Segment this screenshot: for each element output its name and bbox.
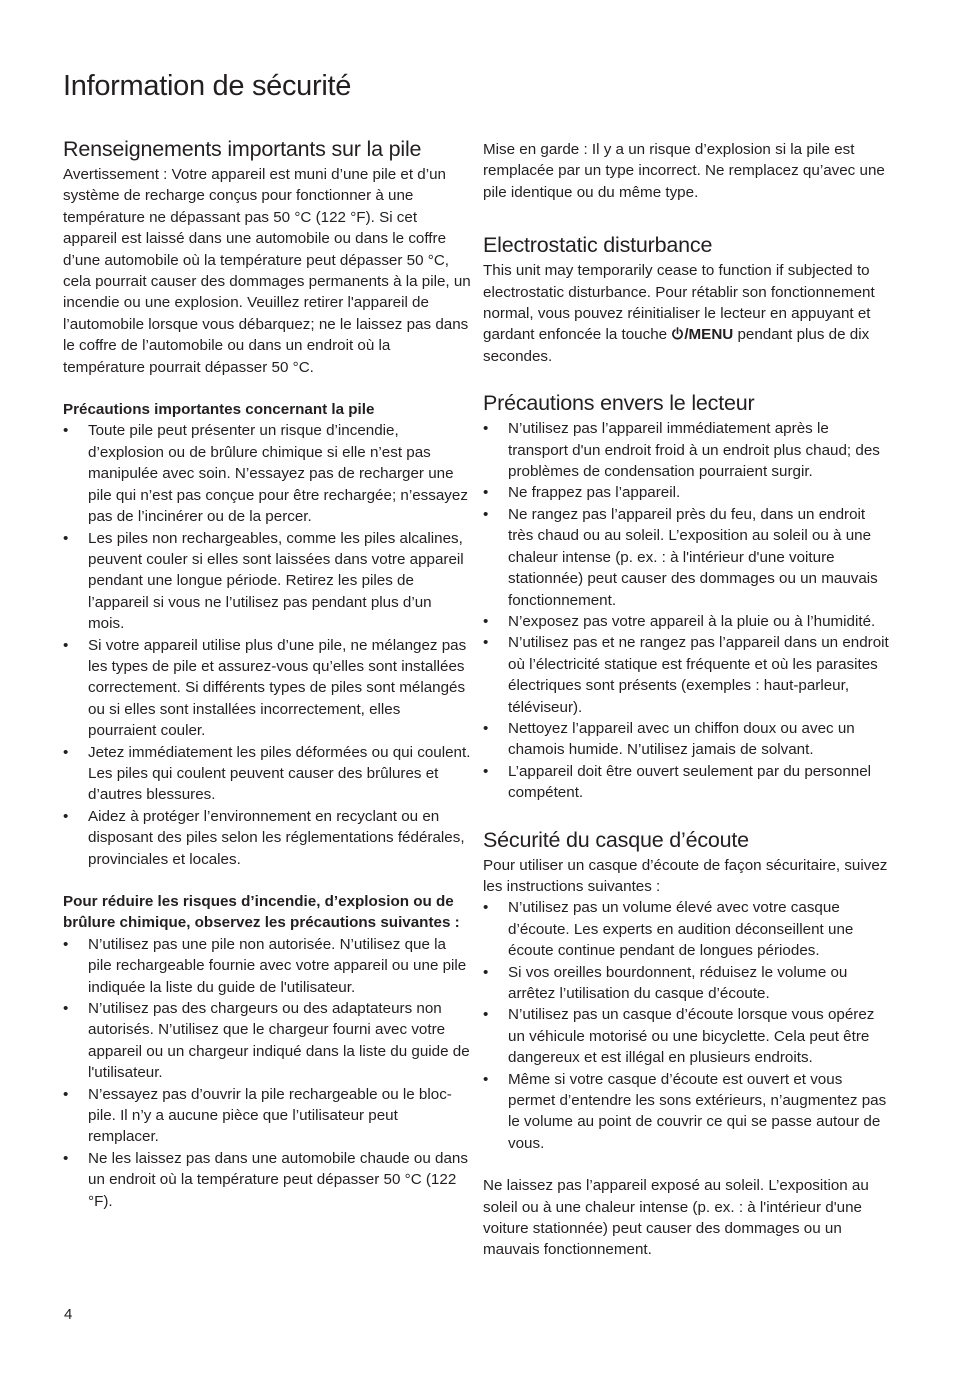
list-item: • Si vos oreilles bourdonnent, réduisez le volume ou arrêtez l’utilisation du casque d’écoute. (483, 963, 848, 1002)
list-item: • N’utilisez pas des chargeurs ou des adaptateurs non autorisés. N’utilisez que le chargeur fourni avec votre appareil ou un chargeur indiqué dans la liste du guide de l'utilisateur. (63, 1000, 470, 1082)
player-precautions-heading: Précautions envers le lecteur (483, 391, 755, 416)
list-item: • Les piles non rechargeables, comme les piles alcalines, peuvent couler si elles sont laissées dans votre appareil pendant une longue période. Retirez les piles de l’appareil si vous ne l’utilisez pas pendant plus d’un mois. (63, 529, 464, 633)
list-item: • N’utilisez pas un volume élevé avec votre casque d’écoute. Les experts en audition déconseillent une écoute continue pendant de longues périodes. (483, 899, 854, 960)
list-item: • Ne frappez pas l’appareil. (483, 482, 891, 503)
list-item: • Toute pile peut présenter un risque d’incendie, d’explosion ou de brûlure chimique si elle n’est pas manipulée avec soin. N’essayez pas de recharger une pile qui n’est pas conçue pour être rechargée; n’essayez pas de l’incinérer ou de la percer. (63, 422, 468, 526)
list-item: • N’utilisez pas un casque d’écoute lorsque vous opérez un véhicule motorisé ou une bicyclette. Cela peut être dangereux et est illégal en plusieurs endroits. (483, 1006, 875, 1067)
reduce-risk-list (63, 934, 471, 1212)
list-item: • Aidez à protéger l’environnement en recyclant ou en disposant des piles selon les réglementations fédérales, provinciales et locales. (63, 807, 465, 868)
bullet-icon: • (483, 634, 489, 652)
bullet-icon: • (483, 719, 489, 737)
power-menu-button: /MENU (671, 326, 733, 343)
list-item: • Même si votre casque d’écoute est ouvert et vous permet d’entendre les sons extérieurs, n’augmentez pas le volume au point de couvrir ce qui se passe autour de vous. (483, 1070, 887, 1152)
bullet-icon: • (63, 743, 69, 761)
bullet-icon: • (483, 762, 489, 780)
bullet-icon: • (63, 807, 69, 825)
list-item: • N’utilisez pas et ne rangez pas l’appareil dans un endroit où l’électricité statique est fréquente et où les parasites électriques sont présents (exemples : haut-parleur, téléviseur). (483, 634, 889, 716)
bullet-icon: • (483, 484, 489, 502)
page-title: Information de sécurité (63, 70, 352, 102)
right-column (483, 134, 891, 1261)
caution-text: Mise en garde : Il y a un risque d’explosion si la pile est remplacée par un type incorrect. Ne remplacez qu’avec une pile identique ou du même type. (483, 141, 885, 201)
list-item: • N’essayez pas d’ouvrir la pile rechargeable ou le bloc-pile. Il n’y a aucune pièce que l’utilisateur peut remplacer. (63, 1085, 452, 1146)
bullet-icon: • (63, 1000, 69, 1018)
bullet-icon: • (483, 612, 489, 630)
battery-precautions-heading: Précautions importantes concernant la pile (63, 401, 375, 419)
bullet-icon: • (63, 636, 69, 654)
battery-warning: Avertissement : Votre appareil est muni d’une pile et d’un système de recharge conçus pour fonctionner à une température ne dépassant pas 50 °C (122 °F). Si cet appareil est laissé dans une automobile ou dans le coffre d’une automobile où la température peut dépasser 50 °C, cela pourrait causer des dommages permanents à la pile, un incendie ou une explosion. Veuillez retirer l'appareil de l’automobile lorsque vous débarquez; ne le laissez pas dans le coffre de l’automobile ou dans un endroit où la température pourrait dépasser 50 °C. (63, 166, 471, 376)
bullet-icon: • (63, 529, 69, 547)
headphones-intro: Pour utiliser un casque d’écoute de façon sécuritaire, suivez les instructions suivantes : (483, 856, 888, 895)
list-item: • Jetez immédiatement les piles déformées ou qui coulent. Les piles qui coulent peuvent causer des brûlures et d’autres blessures. (63, 743, 471, 804)
sun-exposure-note: Ne laissez pas l’appareil exposé au soleil. L’exposition au soleil ou à une chaleur intense (p. ex. : à l'intérieur d'une voiture stationnée) peut causer des dommages ou un mauvais fonctionnement. (483, 1177, 869, 1259)
left-column (63, 134, 471, 1212)
bullet-icon: • (63, 1085, 69, 1103)
page-number: 4 (64, 1306, 73, 1323)
headphones-list (483, 897, 891, 1154)
bullet-icon: • (483, 899, 489, 917)
bullet-icon: • (63, 935, 69, 953)
battery-precautions-list (63, 420, 471, 870)
list-item: • N’exposez pas votre appareil à la pluie ou à l’humidité. (483, 611, 891, 632)
reduce-risk-heading: Pour réduire les risques d’incendie, d’explosion ou de brûlure chimique, observez les précautions suivantes : (63, 893, 460, 932)
bullet-icon: • (483, 963, 489, 981)
player-precautions-list (483, 418, 891, 803)
bullet-icon: • (483, 505, 489, 523)
battery-heading: Renseignements importants sur la pile (63, 137, 422, 161)
bullet-icon: • (483, 1006, 489, 1024)
headphones-heading: Sécurité du casque d’écoute (483, 827, 749, 852)
bullet-icon: • (63, 1149, 69, 1167)
list-item: • N’utilisez pas l’appareil immédiatement après le transport d'un endroit froid à un endroit plus chaud; des problèmes de condensation pourraient surgir. (483, 420, 880, 481)
bullet-icon: • (63, 422, 69, 440)
list-item: • Si votre appareil utilise plus d’une pile, ne mélangez pas les types de pile et assurez-vous qu’elles sont installées correctement. Si différents types de piles sont mélangés ou si elles sont installées incorrectement, elles pourraient couler. (63, 636, 467, 740)
list-item: • Ne les laissez pas dans une automobile chaude ou dans un endroit où la température peut dépasser 50 °C (122 °F). (63, 1149, 468, 1210)
bullet-icon: • (483, 1070, 489, 1088)
list-item: • Nettoyez l’appareil avec un chiffon doux ou avec un chamois humide. N’utilisez jamais de solvant. (483, 719, 855, 759)
list-item: • Ne rangez pas l’appareil près du feu, dans un endroit très chaud ou au soleil. L’exposition au soleil ou à une chaleur intense (p. ex. : à l'intérieur d'une voiture stationnée) peut causer des dommages ou un mauvais fonctionnement. (483, 505, 878, 609)
electrostatic-heading: Electrostatic disturbance (483, 233, 713, 258)
bullet-icon: • (483, 420, 489, 438)
electrostatic-text: This unit may temporarily cease to function if subjected to electrostatic disturbance. Pour rétablir son fonctionnement normal, vous pouvez réinitialiser le lecteur en appuyant et gardant enfoncée la touche /MENU pendant plus de dix secondes. (483, 262, 875, 365)
list-item: • L’appareil doit être ouvert seulement par du personnel compétent. (483, 762, 872, 802)
power-icon (671, 327, 684, 340)
list-item: • N’utilisez pas une pile non autorisée. N’utilisez que la pile rechargeable fournie avec votre appareil ou une pile indiquée la liste du guide de l'utilisateur. (63, 935, 467, 996)
